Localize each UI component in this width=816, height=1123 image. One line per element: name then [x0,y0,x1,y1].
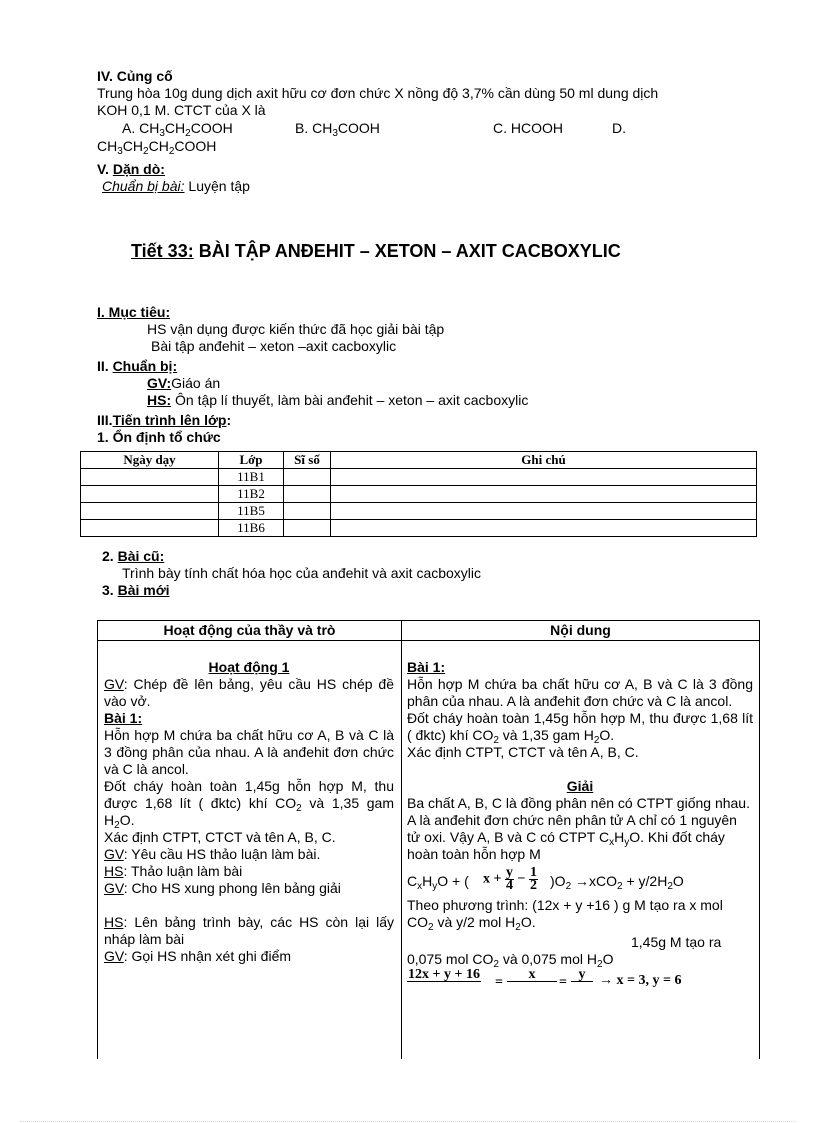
giai-heading: Giải [566,778,594,794]
cungco-section [97,68,777,155]
cell-ghichu [331,469,757,486]
header-ghi-chu: Ghi chú [331,452,757,469]
cell-siso [284,503,331,520]
option-c: C. HCOOH [493,120,563,136]
dando-prep: Chuẩn bị bài: Luyện tập [102,178,250,194]
fraction-3: y [571,969,593,994]
muctieu-line1: HS vận dụng được kiến thức đã học giải bài tập [147,321,445,337]
baicu-heading: 2. Bài cũ: [102,548,165,564]
option-d-formula: $CH_3CH_2CH_2COOH$ [97,138,217,157]
muctieu-line2: Bài tập anđehit – xeton –axit cacboxylic [151,338,397,354]
table-row [81,520,757,537]
baicu-text: Trình bày tính chất hóa học của anđehit và axit cacboxylic [122,565,482,581]
ratio-equation: 12x + y + 16 = x = y → x = 3, y = 6 [407,969,753,995]
header-ngay-day: Ngày dạy [81,452,219,469]
attendance-header-row [81,452,757,469]
right-bai1: Bài 1: [407,659,446,675]
right-p1: Hỗn hợp M chứa ba chất hữu cơ A, B và C là 3 đồng phân của nhau. A là anđehit đơn chức và C là ancol. [407,676,753,709]
left-hs1: HS: Thảo luận làm bài [104,863,243,879]
lesson-title: Tiết 33: BÀI TẬP ANĐEHIT – XETON – AXIT CACBOXYLIC [131,241,621,261]
main-activity-table [97,620,760,1059]
cell-siso [284,486,331,503]
baicu-section [102,548,782,599]
left-gv1: GV: Chép đề lên bảng, yêu cầu HS chép đề vào vở. [104,676,394,709]
left-bai1: Bài 1: [104,710,143,726]
header-left: Hoạt động của thầy và trò [163,622,336,638]
tientrinh-s1: 1. Ổn định tổ chức [97,429,221,445]
right-column [407,659,753,995]
chuanbi-section [97,358,777,409]
header-si-so: Sĩ số [284,452,331,469]
cell-siso [284,469,331,486]
attendance-table [80,451,757,537]
cell-ghichu [331,486,757,503]
table-row [81,503,757,520]
chuanbi-heading: II. Chuẩn bị: [97,358,178,374]
header-right: Nội dung [550,622,611,638]
right-g1: Ba chất A, B, C là đồng phân nên có CTPT giống nhau. A là anđehit đơn chức nên phân tử A chỉ có 1 nguyên tử oxi. Vậy A, B và C có CTPT $C_xH_yO$. Khi đốt cháy hoàn toàn hỗn hợp M [407,795,750,862]
right-p3: Xác định CTPT, CTCT và tên A, B, C. [407,744,639,760]
cell-ghichu [331,520,757,537]
baimoi-heading: 3. Bài mới [102,582,170,598]
left-p2: Đốt cháy hoàn toàn 1,45g hỗn hợp M, thu được 1,68 lít ( đktc) khí $CO_2$ và 1,35 gam $H_2O$. [104,778,395,831]
table-row [81,486,757,503]
cell-ngay [81,503,219,520]
left-p3: Xác định CTPT, CTCT và tên A, B, C. [104,829,336,845]
fraction-2: x [507,969,557,994]
cell-ngay [81,486,219,503]
right-t2: 1,45g M tạo ra [631,934,722,950]
arrow-icon: → [575,873,590,889]
cungco-question-line2: KOH 0,1 M. CTCT của X là [97,102,266,118]
chuanbi-hs: HS: Ôn tập lí thuyết, làm bài anđehit – xeton – axit cacboxylic [147,392,529,408]
cungco-options [97,119,777,138]
hoat-dong-title: Hoạt động 1 [208,659,290,675]
option-d: D. [612,120,626,136]
cell-lop: 11B5 [219,503,284,520]
left-column [104,659,394,965]
tientrinh-section [97,412,777,446]
cell-siso [284,520,331,537]
cell-lop: 11B6 [219,520,284,537]
dando-heading: V. Dặn dò: [97,161,165,177]
dando-section [97,161,777,195]
fraction-1: 12x + y + 16 [408,967,480,982]
left-p1: Hỗn hợp M chứa ba chất hữu cơ A, B và C là 3 đồng phân của nhau. A là anđehit đơn chức và C là ancol. [104,727,394,777]
right-p2: Đốt cháy hoàn toàn 1,45g hỗn hợp M, thu được 1,68 lít ( đktc) khí $CO_2$ và 1,35 gam $H_2O$. [407,710,753,746]
left-gv4: GV: Gọi HS nhận xét ghi điểm [104,948,292,964]
column-divider [401,621,402,1059]
right-t1: Theo phương trình: (12x + y +16 ) g M tạo ra x mol $CO_2$ và y/2 mol $H_2O$. [407,897,723,933]
header-divider [98,640,759,641]
cell-ghichu [331,503,757,520]
tientrinh-heading: III.Tiến trình lên lớp: [97,412,232,428]
combustion-equation: $C_xH_yO$ + ( x + $\frac{y}{4}$ − $\frac{1}{2}$ )$O_2 \to xCO_2 + y/2H_2O$ [407,865,684,893]
coefficient-expression: x + $\frac{y}{4}$ − $\frac{1}{2}$ [483,865,537,893]
cungco-heading: IV. Củng cố [97,68,173,84]
left-gv2: GV: Yêu cầu HS thảo luận làm bài. [104,846,321,862]
cell-lop: 11B1 [219,469,284,486]
cell-lop: 11B2 [219,486,284,503]
arrow-icon: → [599,973,613,988]
left-gv3: GV: Cho HS xung phong lên bảng giải [104,880,341,896]
cungco-question-line1: Trung hòa 10g dung dịch axit hữu cơ đơn chức X nồng độ 3,7% cần dùng 50 ml dung dịch [97,85,659,101]
page-bottom-border [20,1121,796,1122]
muctieu-section [97,304,777,355]
chuanbi-gv: GV:Giáo án [147,375,221,391]
left-hs2: HS: Lên bảng trình bày, các HS còn lại lấy nháp làm bài [104,914,394,947]
header-lop: Lớp [219,452,284,469]
muctieu-heading: I. Mục tiêu: [97,304,171,320]
cell-ngay [81,520,219,537]
cell-ngay [81,469,219,486]
option-b: B. $CH_3COOH$ [295,120,380,139]
right-t3: 0,075 mol $CO_2$ và 0,075 mol $H_2O$ [407,951,614,970]
option-a: A. $CH_3CH_2COOH$ [122,120,233,139]
table-row [81,469,757,486]
